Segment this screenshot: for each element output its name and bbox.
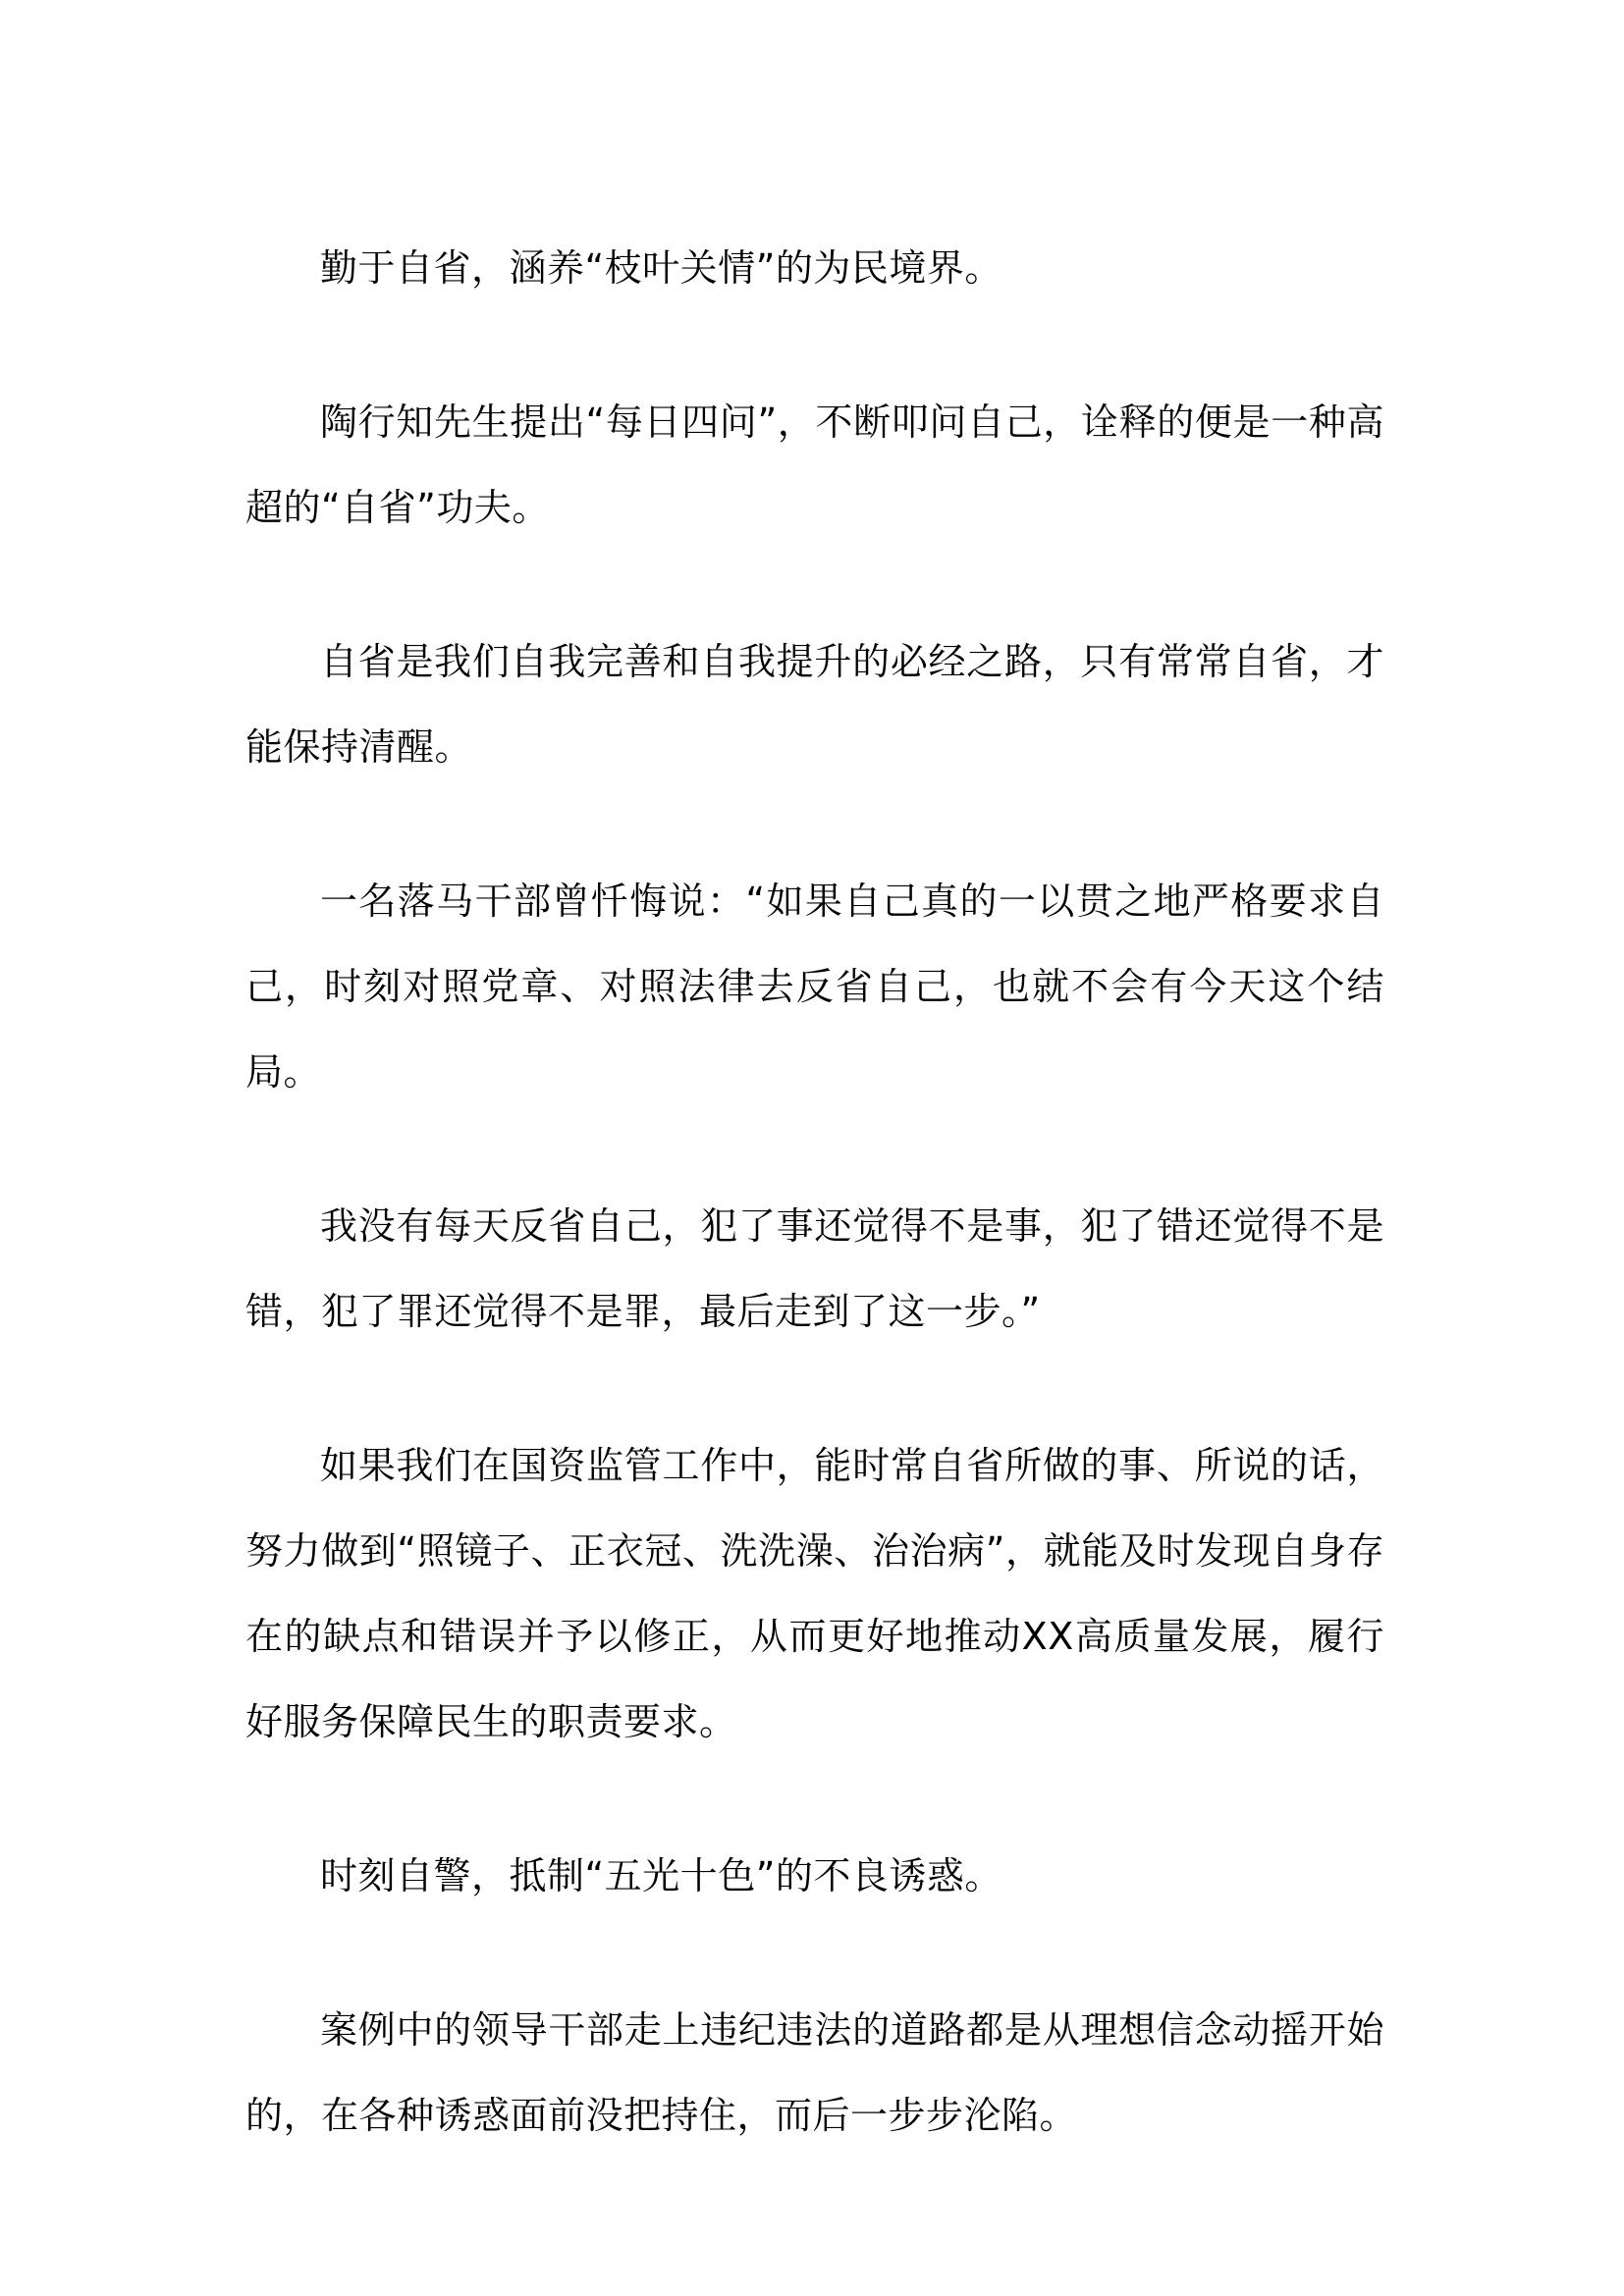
document-body [245, 226, 1384, 2227]
paragraph: 时刻自警，抵制“五光十色”的不良诱惑。 [320, 1854, 1002, 1897]
paragraph: 勤于自省，涵养“枝叶关情”的为民境界。 [320, 246, 1002, 290]
paragraph: 一名落马干部曾忏悔说：“如果自己真的一以贯之地严格要求自己，时刻对照党章、对照法律去反省自己，也就不会有今天这个结局。 [245, 880, 1384, 1094]
paragraph: 案例中的领导干部走上违纪违法的道路都是从理想信念动摇开始的，在各种诱惑面前没把持住，而后一步步沦陷。 [245, 2008, 1384, 2137]
paragraph: 自省是我们自我完善和自我提升的必经之路，只有常常自省，才能保持清醒。 [245, 640, 1384, 769]
paragraph: 陶行知先生提出“每日四问”，不断叩问自己，诠释的便是一种高超的“自省”功夫。 [245, 400, 1384, 529]
paragraph: 如果我们在国资监管工作中，能时常自省所做的事、所说的话，努力做到“照镜子、正衣冠、洗洗澡、治治病”，就能及时发现自身存在的缺点和错误并予以修正，从而更好地推动XX高质量发展，履行好服务保障民生的职责要求。 [245, 1444, 1384, 1743]
paragraph: 我没有每天反省自己，犯了事还觉得不是事，犯了错还觉得不是错，犯了罪还觉得不是罪，最后走到了这一步。” [245, 1204, 1384, 1333]
